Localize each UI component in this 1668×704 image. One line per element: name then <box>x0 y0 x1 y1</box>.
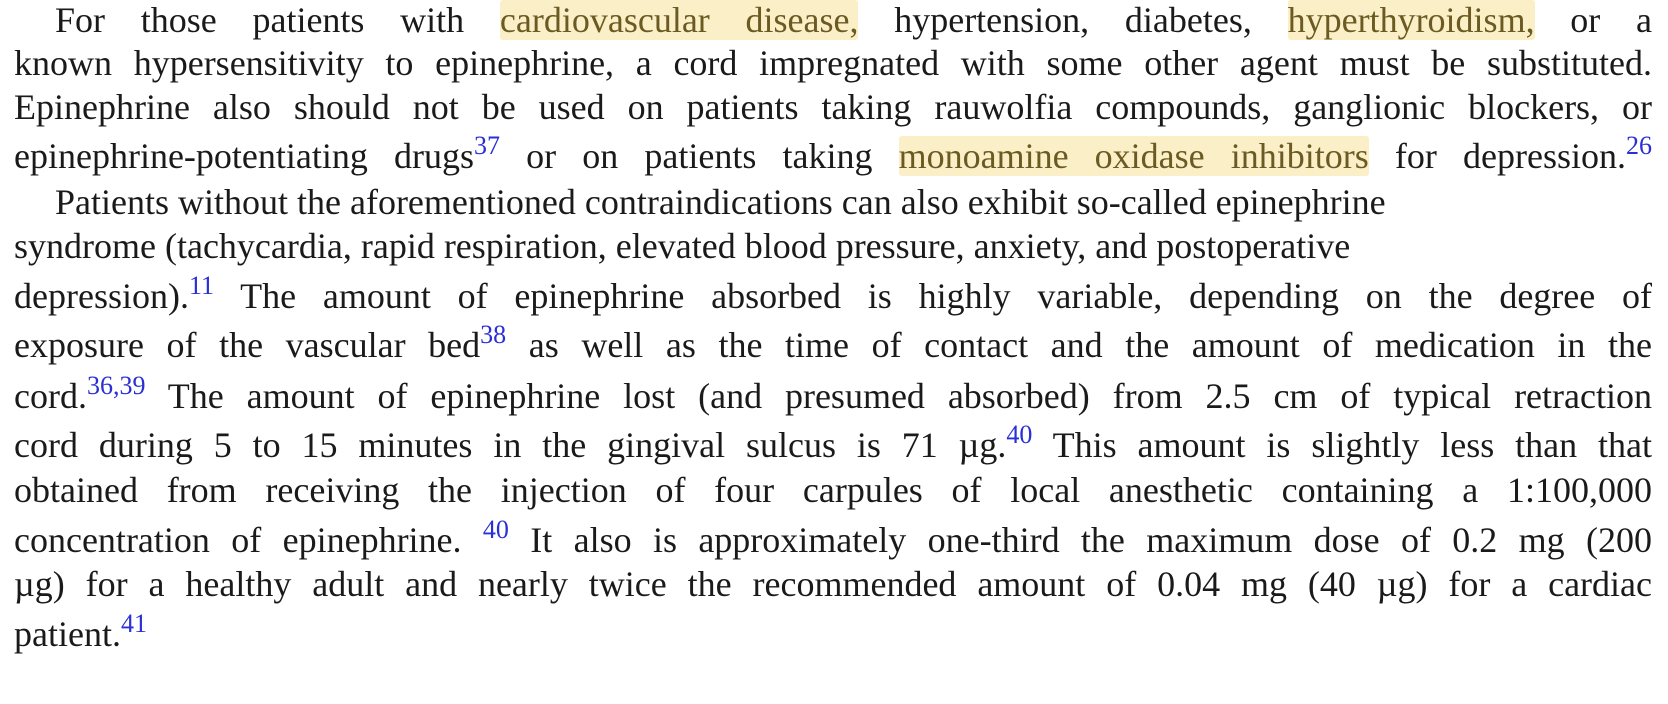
paragraph-2-line-5 <box>14 371 1652 416</box>
text-span: depression). <box>14 276 189 316</box>
paragraph-2-line-4 <box>14 320 1652 365</box>
text-span: cord. <box>14 376 87 416</box>
paragraph-2-line-1: Patients without the aforementioned contraindications can also exhibit so-called epinephrine <box>55 182 1386 222</box>
reference-link-36-39[interactable]: 36,39 <box>86 371 146 400</box>
text-span: For those patients with <box>55 0 500 40</box>
paragraph-1-line-3: Epinephrine also should not be used on patients taking rauwolfia compounds, ganglionic blockers, or <box>14 87 1652 127</box>
paragraph-2-line-6 <box>14 420 1652 465</box>
paragraph-2-line-7: obtained from receiving the injection of four carpules of local anesthetic containing a 1:100,000 <box>14 470 1652 510</box>
highlight-monoamine-oxidase-inhibitors[interactable]: monoamine oxidase inhibitors <box>898 136 1369 176</box>
text-span: or on patients taking <box>500 136 899 176</box>
paragraph-1-line-1 <box>14 0 1652 40</box>
paragraph-1-line-4 <box>14 131 1652 176</box>
paragraph-2-line-9: µg) for a healthy adult and nearly twice the recommended amount of 0.04 mg (40 µg) for a cardiac <box>14 564 1652 604</box>
paragraph-2-line-3 <box>14 271 1652 316</box>
text-span: The amount of epinephrine lost (and presumed absorbed) from 2.5 cm of typical retraction <box>145 376 1652 416</box>
reference-link-37[interactable]: 37 <box>474 131 501 160</box>
text-span: It also is approximately one-third the maximum dose of 0.2 mg (200 <box>508 520 1652 560</box>
text-span: The amount of epinephrine absorbed is highly variable, depending on the degree of <box>214 276 1652 316</box>
paragraph-2-line-10 <box>14 609 147 654</box>
text-span: epinephrine-potentiating drugs <box>14 136 475 176</box>
text-span: or a <box>1534 0 1653 40</box>
text-span: concentration of epinephrine. <box>14 520 483 560</box>
text-span: exposure of the vascular bed <box>14 325 481 365</box>
paragraph-2-line-2: syndrome (tachycardia, rapid respiration, elevated blood pressure, anxiety, and postoperative <box>14 226 1351 266</box>
reference-link-11[interactable]: 11 <box>188 271 215 300</box>
text-span: as well as the time of contact and the amount of medication in the <box>506 325 1652 365</box>
text-span: for depression. <box>1368 136 1626 176</box>
text-span: cord during 5 to 15 minutes in the gingival sulcus is 71 µg. <box>14 425 1007 465</box>
reference-link-40[interactable]: 40 <box>1006 420 1033 449</box>
paragraph-1-line-2: known hypersensitivity to epinephrine, a cord impregnated with some other agent must be substituted. <box>14 43 1652 83</box>
reference-link-26[interactable]: 26 <box>1626 131 1652 160</box>
paragraph-2-line-8 <box>14 515 1652 560</box>
reference-link-40-second[interactable]: 40 <box>482 515 509 544</box>
text-span: patient. <box>14 614 121 654</box>
highlight-cardiovascular-disease[interactable]: cardiovascular disease, <box>499 0 859 40</box>
text-span: This amount is slightly less than that <box>1032 425 1652 465</box>
reference-link-38[interactable]: 38 <box>480 320 507 349</box>
highlight-hyperthyroidism[interactable]: hyperthyroidism, <box>1287 0 1535 40</box>
text-span: hypertension, diabetes, <box>858 0 1288 40</box>
reference-link-41[interactable]: 41 <box>120 609 147 638</box>
